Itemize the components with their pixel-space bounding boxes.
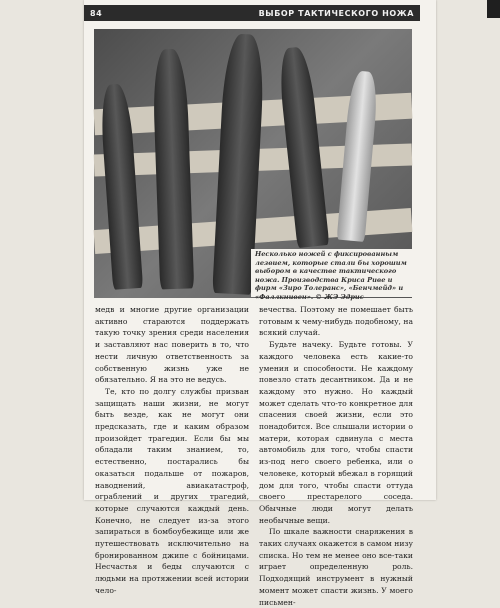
- right-column: [259, 304, 413, 607]
- text-columns: [95, 304, 413, 607]
- edge-tab: [487, 0, 500, 18]
- paragraph: Те, кто по долгу службы призван защищать наши жизни, не могут быть везде, как не могут они предсказать, где и каким образом произойдет трагедия. Если бы мы обладали таким знанием, то, естественно, постарались бы оказаться подальше от пожаров, наводнений, авиакатастроф, ограблений и других трагедий, которые случаются каждый день. Конечно, не следует из-за этого запираться в бомбоубежище или же путешествовать исключительно на бронированном джипе с бойницами. Несчастья и беды случаются с людьми на протяжении всей истории чело-: [95, 386, 249, 595]
- paragraph: медв и многие другие организации активно стараются поддержать такую точку зрения среди населения и заставляют нас поверить в то, что нести личную ответственность за собственную жизнь уже не обязательно. Я на это не ведусь.: [95, 305, 249, 385]
- knife-image: [152, 48, 194, 289]
- paragraph: Будьте начеку. Будьте готовы. У каждого человека есть какие-то умения и способности. Не каждому повезло стать десантником. Да и не каждому это нужно. Но каждый может сделать что-то конкретное для спасения своей жизни, если это понадобится. Все слышали истории о матери, которая сдвинула с места автомобиль для того, чтобы спасти из-под него своего ребенка, или о человеке, который вбежал в горящий дом для того, чтобы спасти оттуда своего престарелого соседа. Обычные люди могут делать необычные вещи.: [259, 340, 413, 525]
- left-column: [95, 304, 249, 595]
- page-header: [84, 5, 420, 21]
- paragraph: вечества. Поэтому не помешает быть готовым к чему-нибудь подобному, на всякий случай.: [259, 305, 413, 338]
- page-number: 84: [90, 8, 103, 18]
- paragraph: По шкале важности снаряжения в таких случаях окажется в самом низу списка. Но тем не менее оно все-таки играет определенную роль. Подходящий инструмент в нужный момент может спасти жизнь. У моего письмен-: [259, 527, 413, 607]
- chapter-title: ВЫБОР ТАКТИЧЕСКОГО НОЖА: [258, 8, 414, 18]
- photo-caption: Несколько ножей с фиксированным лезвием, которые стали бы хорошим выбором в качестве тактического ножа. Производства Криса Риве и фирм «Зиро Толеранс», «Бенчмейд» и «Фаллкнивен». © ЖЭ Эдрис: [251, 249, 412, 297]
